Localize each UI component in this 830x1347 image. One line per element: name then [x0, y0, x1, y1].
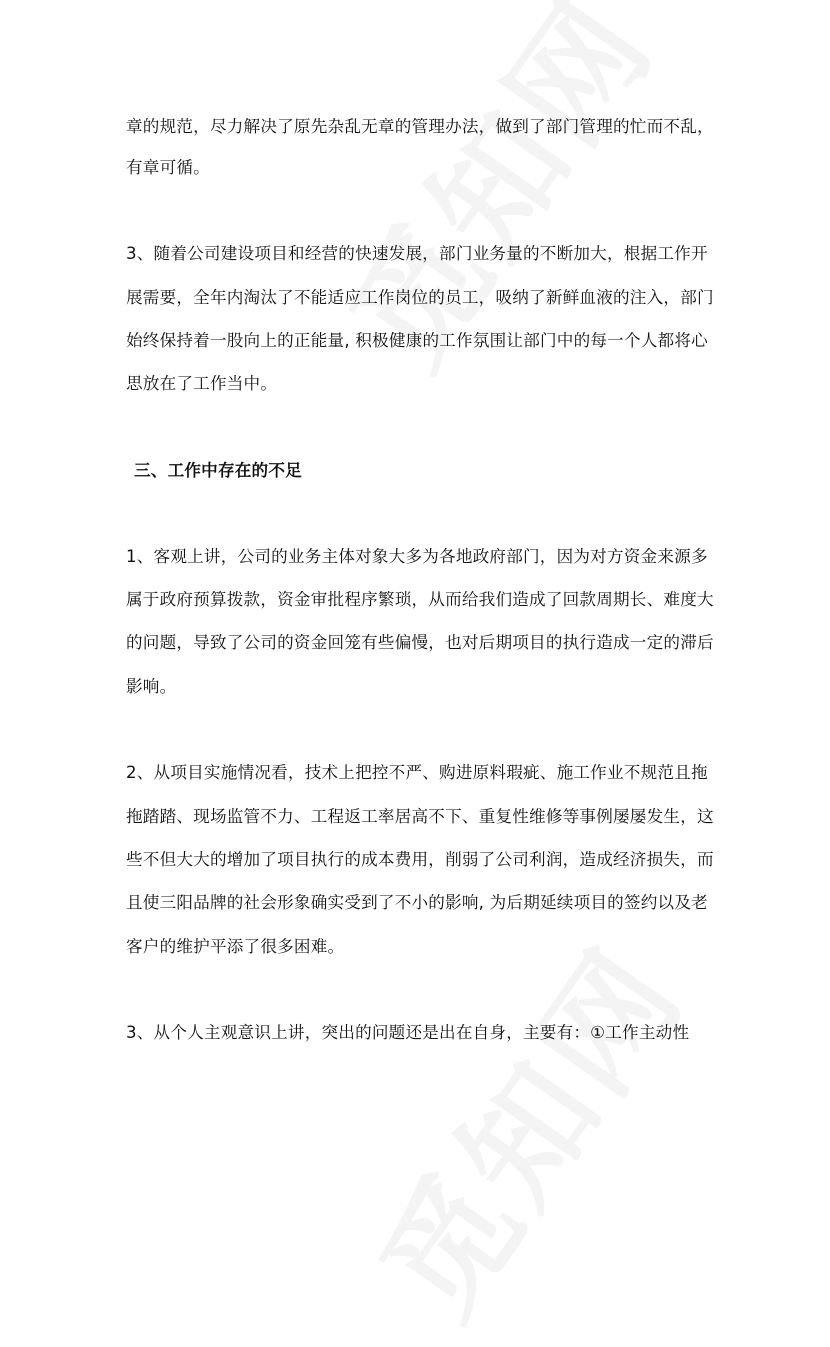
watermark-lower — [330, 906, 717, 1347]
paragraph-line: 始终保持着一股向上的正能量, 积极健康的工作氛围让部门中的每一个人都将心 — [126, 331, 708, 350]
paragraph-line: 1、客观上讲，公司的业务主体对象大多为各地政府部门，因为对方资金来源多 — [126, 547, 708, 566]
paragraph-line: 影响。 — [126, 677, 177, 696]
paragraph-line: 展需要，全年内淘汰了不能适应工作岗位的员工，吸纳了新鲜血液的注入，部门 — [126, 288, 714, 307]
paragraph-line: 属于政府预算拨款，资金审批程序繁琐，从而给我们造成了回款周期长、难度大 — [126, 590, 714, 609]
paragraph-line: 拖踏踏、现场监管不力、工程返工率居高不下、重复性维修等事例屡屡发生，这 — [126, 807, 714, 826]
paragraph-line: 3、随着公司建设项目和经营的快速发展，部门业务量的不断加大，根据工作开 — [126, 244, 708, 263]
section-heading: 三、工作中存在的不足 — [134, 461, 302, 480]
paragraph-line: 的问题，导致了公司的资金回笼有些偏慢，也对后期项目的执行造成一定的滞后 — [126, 633, 714, 652]
paragraph-line: 有章可循。 — [126, 158, 210, 177]
paragraph-line: 3、从个人主观意识上讲，突出的问题还是出在自身，主要有：①工作主动性 — [126, 1023, 690, 1042]
paragraph-line: 且使三阳品牌的社会形象确实受到了不小的影响, 为后期延续项目的签约以及老 — [126, 893, 708, 912]
paragraph-line: 章的规范，尽力解决了原先杂乱无章的管理办法，做到了部门管理的忙而不乱， — [126, 117, 714, 136]
paragraph-line: 2、从项目实施情况看，技术上把控不严、购进原料瑕疵、施工作业不规范且拖 — [126, 763, 708, 782]
paragraph-line: 思放在了工作当中。 — [126, 374, 278, 393]
paragraph-line: 些不但大大的增加了项目执行的成本费用，削弱了公司利润，造成经济损失，而 — [126, 850, 714, 869]
paragraph-line: 客户的维护平添了很多困难。 — [126, 937, 345, 956]
